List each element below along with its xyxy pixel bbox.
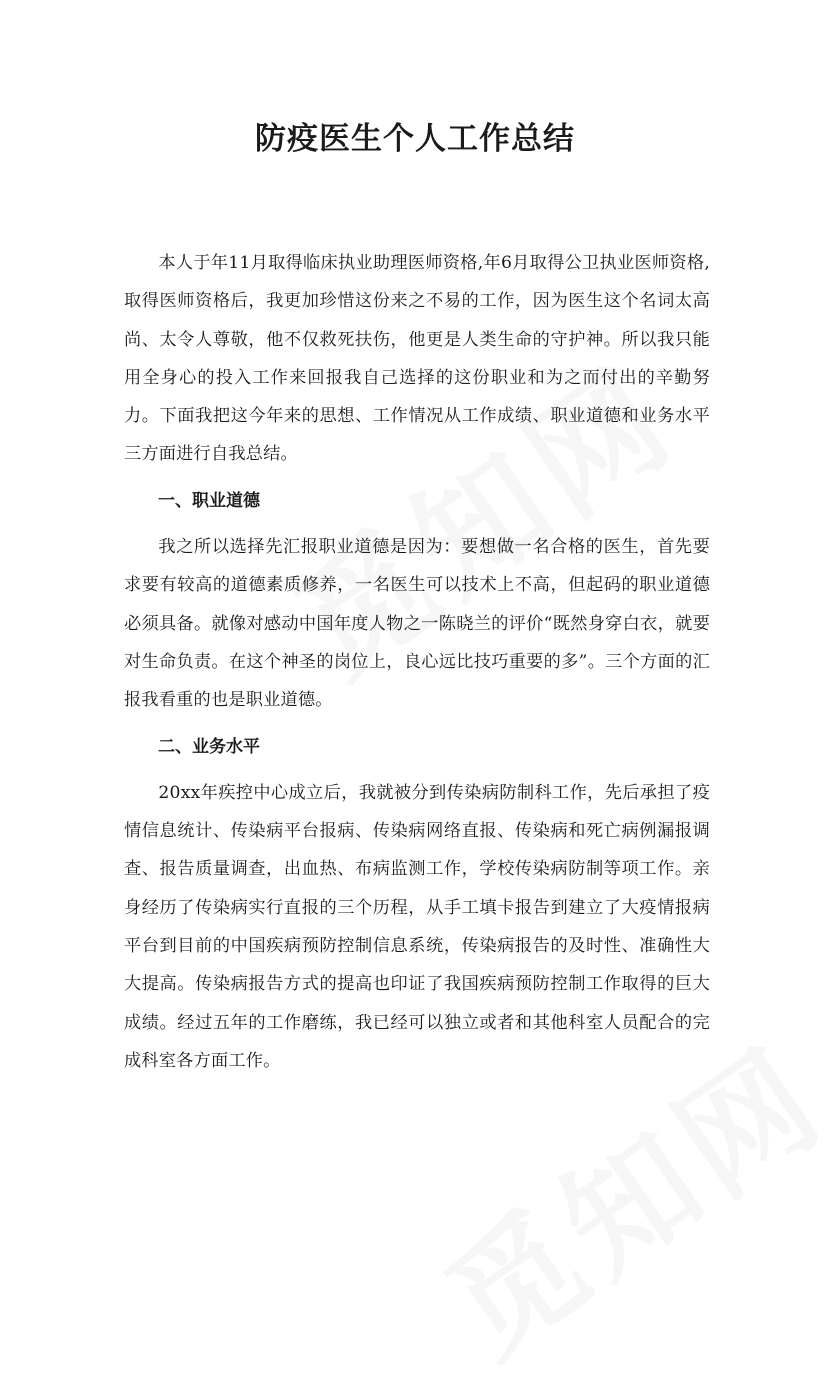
section-body-ethics: 我之所以选择先汇报职业道德是因为：要想做一名合格的医生，首先要求要有较高的道德素质修养，一名医生可以技术上不高，但起码的职业道德必须具备。就像对感动中国年度人物之一陈晓兰的评价“既然身穿白衣，就要对生命负责。在这个神圣的岗位上，良心远比技巧重要的多”。三个方面的汇报我看重的也是职业道德。 — [124, 537, 710, 711]
intro-paragraph: 本人于年11月取得临床执业助理医师资格,年6月取得公卫执业医师资格,取得医师资格后，我更加珍惜这份来之不易的工作，因为医生这个名词太高尚、太令人尊敬，他不仅救死扶伤，他更是人类生命的守护神。所以我只能用全身心的投入工作来回报我自己选择的这份职业和为之而付出的辛勤努力。下面我把这今年来的思想、工作情况从工作成绩、职业道德和业务水平三方面进行自我总结。 — [124, 253, 710, 465]
document-title: 防疫医生个人工作总结 — [255, 121, 575, 157]
document-body — [124, 244, 710, 1080]
section-heading-skills: 二、业务水平 — [158, 736, 260, 757]
section-heading-ethics: 一、职业道德 — [158, 490, 260, 511]
section-body-skills: 20xx年疾控中心成立后，我就被分到传染病防制科工作，先后承担了疫情信息统计、传染病平台报病、传染病网络直报、传染病和死亡病例漏报调查、报告质量调查，出血热、布病监测工作，学校传染病防制等项工作。亲身经历了传染病实行直报的三个历程，从手工填卡报告到建立了大疫情报病平台到目前的中国疾病预防控制信息系统，传染病报告的及时性、准确性大大提高。传染病报告方式的提高也印证了我国疾病预防控制工作取得的巨大成绩。经过五年的工作磨练，我已经可以独立或者和其他科室人员配合的完成科室各方面工作。 — [124, 782, 710, 1071]
